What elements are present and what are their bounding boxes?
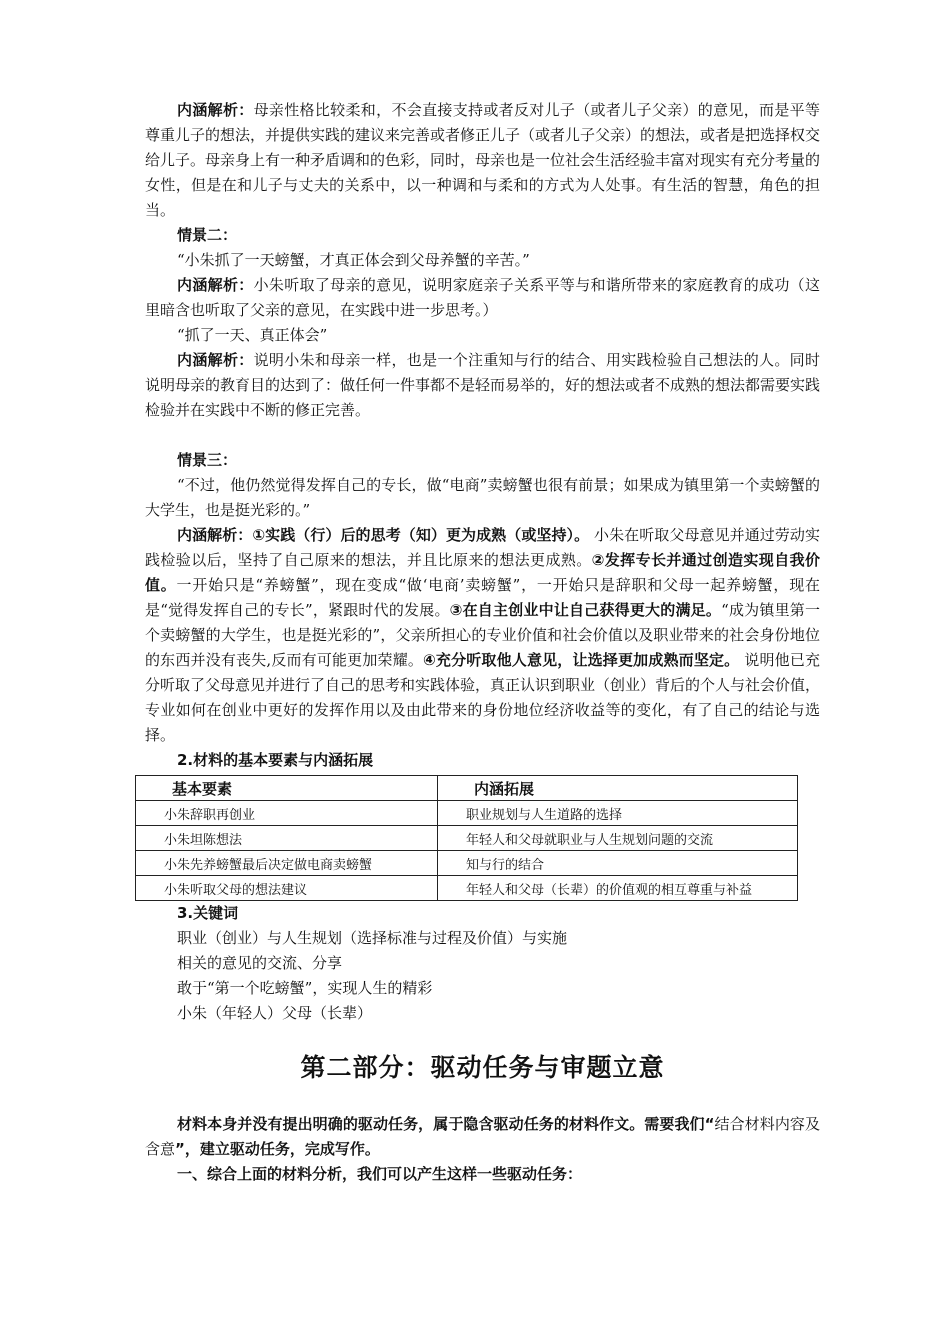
- scene3-analysis: [145, 523, 820, 748]
- analysis-label: 内涵解析：: [177, 526, 253, 544]
- scene2-analysis-1: [145, 273, 820, 323]
- table-row: [136, 876, 798, 901]
- table-cell: 小朱坦陈想法: [136, 826, 438, 851]
- table-header-row: [136, 776, 798, 801]
- point-4: ④充分听取他人意见，让选择更加成熟而坚定。: [423, 651, 740, 669]
- analysis-text: 说明小朱和母亲一样，也是一个注重知与行的结合、用实践检验自己想法的人。同时说明母亲的教育目的达到了：做任何一件事都不是轻而易举的，好的想法或者不成熟的想法都需要实践检验并在实践中不断的修正完善。: [145, 351, 821, 419]
- section2-heading: 2.材料的基本要素与内涵拓展: [177, 751, 374, 769]
- keyword-item: 相关的意见的交流、分享: [177, 954, 343, 972]
- analysis-label: 内涵解析：: [177, 101, 254, 119]
- scene2-quote-2: “抓了一天、真正体会”: [177, 326, 328, 344]
- part2-paragraph: [145, 1112, 820, 1162]
- mother-analysis-paragraph: [145, 98, 820, 223]
- point-2-text: 一开始只是“养螃蟹”，现在变成“做‘电商’卖螃蟹”，一开始只是辞职和父母一起养螃蟹，现在是“觉得发挥自己的专长”，紧跟时代的发展。: [145, 576, 820, 619]
- document-page: [145, 98, 820, 1187]
- table-cell: 小朱辞职再创业: [136, 801, 438, 826]
- scene3-heading: 情景三：: [177, 451, 238, 469]
- scene2-quote: “小朱抓了一天螃蟹，才真正体会到父母养蟹的辛苦。”: [177, 251, 530, 269]
- keyword-item: 敢于“第一个吃螃蟹”，实现人生的精彩: [177, 979, 433, 997]
- table-header-elements: 基本要素: [136, 776, 438, 801]
- part2-text-b: 结合材料内容及含意: [145, 1115, 820, 1158]
- scene2-analysis-2: [145, 348, 820, 423]
- part2-text-c: ”，建立驱动任务，完成写作。: [175, 1140, 380, 1158]
- scene3-quote: “不过，他仍然觉得发挥自己的专长，做“电商”卖螃蟹也很有前景；如果成为镇里第一个卖螃蟹的大学生，也是挺光彩的。”: [145, 476, 820, 519]
- point-3: ③在自主创业中让自己获得更大的满足。: [449, 601, 722, 619]
- part2-text-a: 材料本身并没有提出明确的驱动任务，属于隐含驱动任务的材料作文。需要我们“: [177, 1115, 715, 1133]
- table-cell: 知与行的结合: [438, 851, 798, 876]
- elements-table: [135, 775, 798, 901]
- analysis-label: 内涵解析：: [177, 276, 254, 294]
- table-header-extension: 内涵拓展: [438, 776, 798, 801]
- keyword-item: 职业（创业）与人生规划（选择标准与过程及价值）与实施: [177, 929, 568, 947]
- analysis-text: 小朱听取了母亲的意见，说明家庭亲子关系平等与和谐所带来的家庭教育的成功（这里暗含也听取了父亲的意见，在实践中进一步思考。）: [145, 276, 820, 319]
- table-row: [136, 851, 798, 876]
- part2-title: 第二部分：驱动任务与审题立意: [300, 1053, 665, 1082]
- point-1-text: 小朱在听取父母意见并通过劳动实践检验以后，坚持了自己原来的想法，并且比原来的想法更成熟。: [145, 526, 820, 569]
- point-1: ①实践（行）后的思考（知）更为成熟（或坚持）。: [252, 526, 590, 544]
- table-cell: 年轻人和父母就职业与人生规划问题的交流: [438, 826, 798, 851]
- table-cell: 小朱先养螃蟹最后决定做电商卖螃蟹: [136, 851, 438, 876]
- section3-heading: 3.关键词: [177, 904, 239, 922]
- analysis-text: 母亲性格比较柔和，不会直接支持或者反对儿子（或者儿子父亲）的意见，而是平等尊重儿子的想法，并提供实践的建议来完善或者修正儿子（或者儿子父亲）的想法，或者是把选择权交给儿子。母亲身上有一种矛盾调和的色彩，同时，母亲也是一位社会生活经验丰富对现实有充分考量的女性，但是在和儿子与丈夫的关系中，以一种调和与柔和的方式为人处事。有生活的智慧，角色的担当。: [145, 101, 821, 219]
- table-cell: 职业规划与人生道路的选择: [438, 801, 798, 826]
- table-row: [136, 801, 798, 826]
- table-cell: 年轻人和父母（长辈）的价值观的相互尊重与补益: [438, 876, 798, 901]
- keyword-item: 小朱（年轻人）父母（长辈）: [177, 1004, 373, 1022]
- point-2: ②发挥专长并通过创造实现自我价值。: [145, 551, 821, 594]
- table-row: [136, 826, 798, 851]
- scene2-heading: 情景二：: [177, 226, 238, 244]
- point-3-text: “成为镇里第一个卖螃蟹的大学生，也是挺光彩的”，父亲所担心的专业价值和社会价值以及职业带来的社会身份地位的东西并没有丧失,反而有可能更加荣耀。: [145, 601, 821, 669]
- point-4-text: 说明他已充分听取了父母意见并进行了自己的思考和实践体验，真正认识到职业（创业）背后的个人与社会价值，专业如何在创业中更好的发挥作用以及由此带来的身份地位经济收益等的变化，有了自己的结论与选择。: [145, 651, 821, 744]
- part2-task-heading: 一、综合上面的材料分析，我们可以产生这样一些驱动任务：: [177, 1165, 583, 1183]
- table-cell: 小朱听取父母的想法建议: [136, 876, 438, 901]
- analysis-label: 内涵解析：: [177, 351, 254, 369]
